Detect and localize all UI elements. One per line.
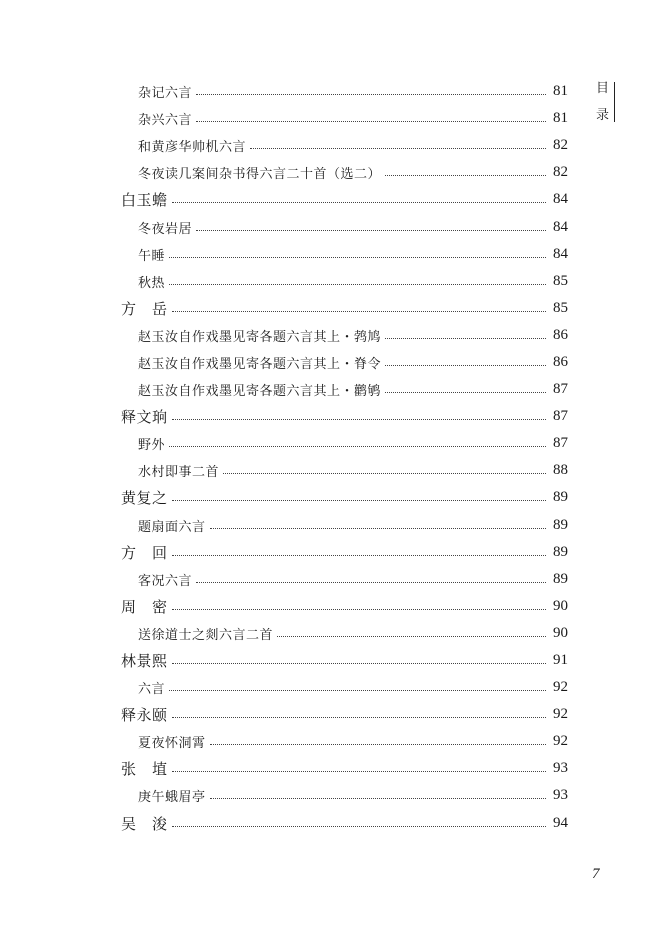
dot-leader	[210, 744, 546, 745]
dot-leader	[210, 528, 546, 529]
entry-page-number: 84	[553, 218, 568, 235]
toc-poem-entry[interactable]	[121, 430, 568, 457]
dot-leader	[196, 94, 546, 95]
dot-leader	[385, 175, 546, 176]
toc-poem-entry[interactable]	[121, 241, 568, 268]
dot-leader	[250, 148, 546, 149]
entry-title: 冬夜岩居	[138, 221, 193, 237]
entry-page-number: 85	[553, 299, 568, 316]
toc-poem-entry[interactable]	[121, 376, 568, 403]
entry-title: 释文珦	[121, 408, 168, 427]
dot-leader	[196, 230, 546, 231]
entry-page-number: 92	[553, 679, 568, 696]
section-tab	[596, 82, 615, 122]
dot-leader	[196, 121, 546, 122]
entry-page-number: 90	[553, 597, 568, 614]
toc-poem-entry[interactable]	[121, 674, 568, 701]
table-of-contents	[121, 78, 568, 837]
dot-leader	[172, 555, 546, 556]
page-number: 7	[592, 866, 600, 882]
entry-title: 方 回	[121, 543, 168, 562]
entry-page-number: 93	[553, 787, 568, 804]
toc-author-entry[interactable]	[121, 647, 568, 674]
entry-title: 送徐道士之剡六言二首	[138, 627, 274, 643]
dot-leader	[169, 690, 546, 691]
entry-title: 客况六言	[138, 573, 193, 589]
toc-author-entry[interactable]	[121, 484, 568, 511]
toc-poem-entry[interactable]	[121, 728, 568, 755]
entry-page-number: 85	[553, 272, 568, 289]
dot-leader	[385, 392, 546, 393]
entry-page-number: 93	[553, 760, 568, 777]
toc-poem-entry[interactable]	[121, 349, 568, 376]
entry-title: 秋热	[138, 275, 166, 291]
toc-poem-entry[interactable]	[121, 620, 568, 647]
entry-page-number: 92	[553, 706, 568, 723]
entry-title: 张 埴	[121, 760, 168, 779]
entry-title: 庚午蛾眉亭	[138, 790, 206, 806]
dot-leader	[210, 798, 546, 799]
toc-poem-entry[interactable]	[121, 322, 568, 349]
entry-title: 赵玉汝自作戏墨见寄各题六言其上・脊令	[138, 356, 382, 372]
entry-title: 白玉蟾	[121, 191, 168, 210]
entry-title: 水村即事二首	[138, 465, 220, 481]
dot-leader	[223, 473, 546, 474]
entry-page-number: 82	[553, 137, 568, 154]
toc-poem-entry[interactable]	[121, 159, 568, 186]
dot-leader	[172, 663, 546, 664]
entry-title: 方 岳	[121, 299, 168, 318]
dot-leader	[172, 500, 546, 501]
toc-poem-entry[interactable]	[121, 132, 568, 159]
entry-title: 林景熙	[121, 652, 168, 671]
entry-page-number: 87	[553, 381, 568, 398]
dot-leader	[169, 257, 546, 258]
toc-author-entry[interactable]	[121, 539, 568, 566]
entry-title: 吴 浚	[121, 814, 168, 833]
toc-poem-entry[interactable]	[121, 78, 568, 105]
dot-leader	[172, 609, 546, 610]
toc-poem-entry[interactable]	[121, 105, 568, 132]
toc-author-entry[interactable]	[121, 755, 568, 782]
entry-title: 杂兴六言	[138, 113, 193, 129]
entry-title: 和黄彦华帅机六言	[138, 140, 247, 156]
entry-page-number: 87	[553, 435, 568, 452]
entry-title: 六言	[138, 682, 166, 698]
dot-leader	[385, 338, 546, 339]
entry-page-number: 81	[553, 110, 568, 127]
entry-page-number: 86	[553, 326, 568, 343]
entry-page-number: 82	[553, 164, 568, 181]
dot-leader	[385, 365, 546, 366]
entry-page-number: 89	[553, 516, 568, 533]
toc-poem-entry[interactable]	[121, 566, 568, 593]
toc-author-entry[interactable]	[121, 701, 568, 728]
toc-poem-entry[interactable]	[121, 213, 568, 240]
toc-author-entry[interactable]	[121, 593, 568, 620]
dot-leader	[172, 202, 546, 203]
entry-page-number: 84	[553, 191, 568, 208]
entry-page-number: 89	[553, 543, 568, 560]
entry-title: 赵玉汝自作戏墨见寄各题六言其上・鹁鸠	[138, 329, 382, 345]
entry-page-number: 91	[553, 652, 568, 669]
entry-page-number: 87	[553, 408, 568, 425]
entry-title: 杂记六言	[138, 86, 193, 102]
section-tab-char-2: 录	[596, 108, 610, 123]
toc-poem-entry[interactable]	[121, 512, 568, 539]
dot-leader	[169, 284, 546, 285]
dot-leader	[172, 717, 546, 718]
entry-title: 赵玉汝自作戏墨见寄各题六言其上・鹳鸲	[138, 384, 382, 400]
entry-title: 夏夜怀洞霄	[138, 736, 206, 752]
entry-title: 冬夜读几案间杂书得六言二十首（选二）	[138, 167, 382, 183]
toc-author-entry[interactable]	[121, 295, 568, 322]
entry-page-number: 81	[553, 83, 568, 100]
dot-leader	[172, 311, 546, 312]
entry-page-number: 92	[553, 733, 568, 750]
entry-page-number: 89	[553, 489, 568, 506]
entry-page-number: 89	[553, 570, 568, 587]
toc-poem-entry[interactable]	[121, 268, 568, 295]
toc-author-entry[interactable]	[121, 403, 568, 430]
entry-page-number: 86	[553, 353, 568, 370]
entry-title: 周 密	[121, 597, 168, 616]
entry-title: 午睡	[138, 248, 166, 264]
entry-page-number: 94	[553, 814, 568, 831]
section-tab-char-1: 目	[596, 81, 610, 96]
dot-leader	[196, 582, 546, 583]
dot-leader	[172, 419, 546, 420]
toc-poem-entry[interactable]	[121, 782, 568, 809]
entry-page-number: 90	[553, 624, 568, 641]
entry-page-number: 88	[553, 462, 568, 479]
dot-leader	[277, 636, 546, 637]
entry-page-number: 84	[553, 245, 568, 262]
entry-title: 题扇面六言	[138, 519, 206, 535]
entry-title: 野外	[138, 438, 166, 454]
entry-title: 释永颐	[121, 706, 168, 725]
dot-leader	[172, 771, 546, 772]
dot-leader	[172, 826, 546, 827]
dot-leader	[169, 446, 546, 447]
toc-author-entry[interactable]	[121, 186, 568, 213]
entry-title: 黄复之	[121, 489, 168, 508]
toc-poem-entry[interactable]	[121, 457, 568, 484]
toc-author-entry[interactable]	[121, 810, 568, 837]
